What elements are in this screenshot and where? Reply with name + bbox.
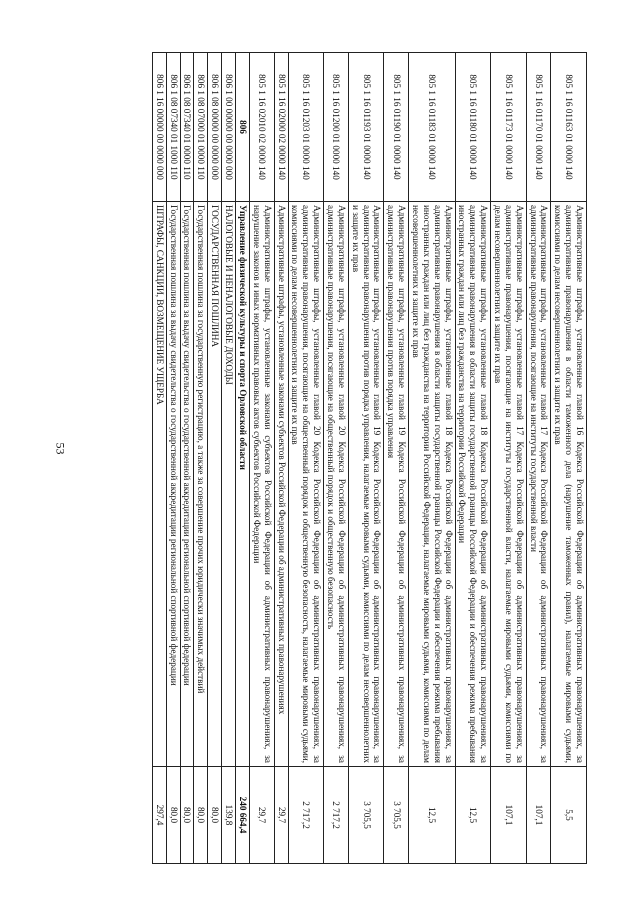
description-cell: Административные штрафы, установленные главой 19 Кодекса Российской Федерации об административных правонарушениях, за административные правонарушения против порядка управления <box>384 202 409 767</box>
amount-cell: 2 717,2 <box>324 767 349 864</box>
budget-code-cell: 805 1 16 01170 01 0000 140 <box>526 53 551 202</box>
budget-code-cell: 805 1 16 01203 01 0000 140 <box>288 53 324 202</box>
table-row <box>249 53 274 864</box>
description-cell: Государственная пошлина за выдачу свидетельства о государственной аккредитации региональной спортивной федерации <box>166 202 180 767</box>
budget-code-cell: 805 1 16 01183 01 0000 140 <box>409 53 455 202</box>
description-cell: Административные штрафы, установленные главой 18 Кодекса Российской Федерации об административных правонарушениях, за административные правонарушения в области защиты государственной границы Российской Федерации и обеспечения режима пребывания иностранных граждан или лиц без гражданства на территории Российской Федерации, налагаемые мировыми судьями, комиссиями по делам несовершеннолетних и защите их прав <box>409 202 455 767</box>
table-row <box>384 53 409 864</box>
description-cell: Административные штрафы, установленные главой 20 Кодекса Российской Федерации об административных правонарушениях, за административные правонарушения, посягающие на общественный порядок и общественную безопасность <box>324 202 349 767</box>
budget-code-cell: 805 1 16 01163 01 0000 140 <box>551 53 587 202</box>
budget-revenue-table <box>152 52 587 864</box>
description-cell: Административные штрафы, установленные главой 18 Кодекса Российской Федерации об административных правонарушениях, за административные правонарушения в области защиты государственной границы Российской Федерации и обеспечения режима пребывания иностранных граждан или лиц без гражданства на территории Российской Федерации <box>455 202 491 767</box>
description-cell: Управление физической культуры и спорта Орловской области <box>236 202 250 767</box>
amount-cell: 80,0 <box>208 767 222 864</box>
description-cell: Административные штрафы, установленные главой 19 Кодекса Российской Федерации об административных правонарушениях, за административные правонарушения против порядка управления, налагаемые мировыми судьями, комиссиями по делам несовершеннолетних и защите их прав <box>348 202 384 767</box>
table-row <box>180 53 194 864</box>
budget-code-cell: 805 1 16 01190 01 0000 140 <box>384 53 409 202</box>
budget-code-cell: 806 1 08 00000 00 0000 000 <box>208 53 222 202</box>
table-row <box>288 53 324 864</box>
table-row <box>491 53 527 864</box>
budget-code-cell: 806 1 16 00000 00 0000 000 <box>152 53 166 202</box>
amount-cell: 3 705,5 <box>348 767 384 864</box>
table-row <box>222 53 236 864</box>
description-cell: Государственная пошлина за выдачу свидетельства о государственной аккредитации региональной спортивной федерации <box>180 202 194 767</box>
table-row <box>166 53 180 864</box>
budget-code-cell: 806 1 08 07340 01 0000 110 <box>180 53 194 202</box>
amount-cell: 139,8 <box>222 767 236 864</box>
budget-code-cell: 805 1 16 01193 01 0000 140 <box>348 53 384 202</box>
budget-code-cell: 805 1 16 01173 01 0000 140 <box>491 53 527 202</box>
description-cell: ШТРАФЫ, САНКЦИИ, ВОЗМЕЩЕНИЕ УЩЕРБА <box>152 202 166 767</box>
table-row <box>551 53 587 864</box>
amount-cell: 107,1 <box>526 767 551 864</box>
description-cell: Административные штрафы, установленные законами субъектов Российской Федерации об административных правонарушениях, за нарушение законов и иных нормативных правовых актов субъектов Российской Федерации <box>249 202 274 767</box>
description-cell: Административные штрафы, установленные главой 16 Кодекса Российской Федерации об административных правонарушениях, за административные правонарушения в области таможенного дела (нарушение таможенных правил), налагаемые мировыми судьями, комиссиями по делам несовершеннолетних и защите их прав <box>551 202 587 767</box>
table-row <box>526 53 551 864</box>
amount-cell: 240 664,4 <box>236 767 250 864</box>
amount-cell: 80,0 <box>180 767 194 864</box>
description-cell: Административные штрафы, установленные главой 17 Кодекса Российской Федерации об административных правонарушениях, за административные правонарушения, посягающие на институты государственной власти, налагаемые мировыми судьями, комиссиями по делам несовершеннолетних и защите их прав <box>491 202 527 767</box>
table-row <box>409 53 455 864</box>
amount-cell: 3 705,5 <box>384 767 409 864</box>
amount-cell: 12,5 <box>409 767 455 864</box>
amount-cell: 29,7 <box>274 767 288 864</box>
amount-cell: 297,4 <box>152 767 166 864</box>
description-cell: Административные штрафы, установленные главой 20 Кодекса Российской Федерации об административных правонарушениях, за административные правонарушения, посягающие на общественный порядок и общественную безопасность, налагаемые мировыми судьями, комиссиями по делам несовершеннолетних и защите их прав <box>288 202 324 767</box>
table-row <box>348 53 384 864</box>
table-row <box>208 53 222 864</box>
description-cell: НАЛОГОВЫЕ И НЕНАЛОГОВЫЕ ДОХОДЫ <box>222 202 236 767</box>
page-number: 53 <box>53 442 68 455</box>
description-cell: Административные штрафы, установленные главой 17 Кодекса Российской Федерации об административных правонарушениях, за административные правонарушения, посягающие на институты государственной власти <box>526 202 551 767</box>
amount-cell: 2 717,2 <box>288 767 324 864</box>
description-cell: ГОСУДАРСТВЕННАЯ ПОШЛИНА <box>208 202 222 767</box>
amount-cell: 29,7 <box>249 767 274 864</box>
budget-code-cell: 806 1 00 00000 00 0000 000 <box>222 53 236 202</box>
budget-sheet <box>89 52 587 842</box>
amount-cell: 5,5 <box>551 767 587 864</box>
table-row <box>152 53 166 864</box>
budget-code-cell: 805 1 16 02000 02 0000 140 <box>274 53 288 202</box>
amount-cell: 107,1 <box>491 767 527 864</box>
table-row <box>324 53 349 864</box>
budget-code-cell: 806 <box>236 53 250 202</box>
budget-code-cell: 805 1 16 01200 01 0000 140 <box>324 53 349 202</box>
table-row <box>455 53 491 864</box>
budget-table-body <box>152 53 586 864</box>
budget-code-cell: 805 1 16 01180 01 0000 140 <box>455 53 491 202</box>
table-row <box>194 53 208 864</box>
table-row <box>236 53 250 864</box>
budget-code-cell: 805 1 16 02010 02 0000 140 <box>249 53 274 202</box>
description-cell: Административные штрафы, установленные законами субъектов Российской Федерации об административных правонарушениях <box>274 202 288 767</box>
amount-cell: 12,5 <box>455 767 491 864</box>
amount-cell: 80,0 <box>166 767 180 864</box>
budget-code-cell: 806 1 08 07340 01 1000 110 <box>166 53 180 202</box>
amount-cell: 80,0 <box>194 767 208 864</box>
description-cell: Государственная пошлина за государственную регистрацию, а также за совершение прочих юридически значимых действий <box>194 202 208 767</box>
table-row <box>274 53 288 864</box>
budget-code-cell: 806 1 08 07000 01 0000 110 <box>194 53 208 202</box>
